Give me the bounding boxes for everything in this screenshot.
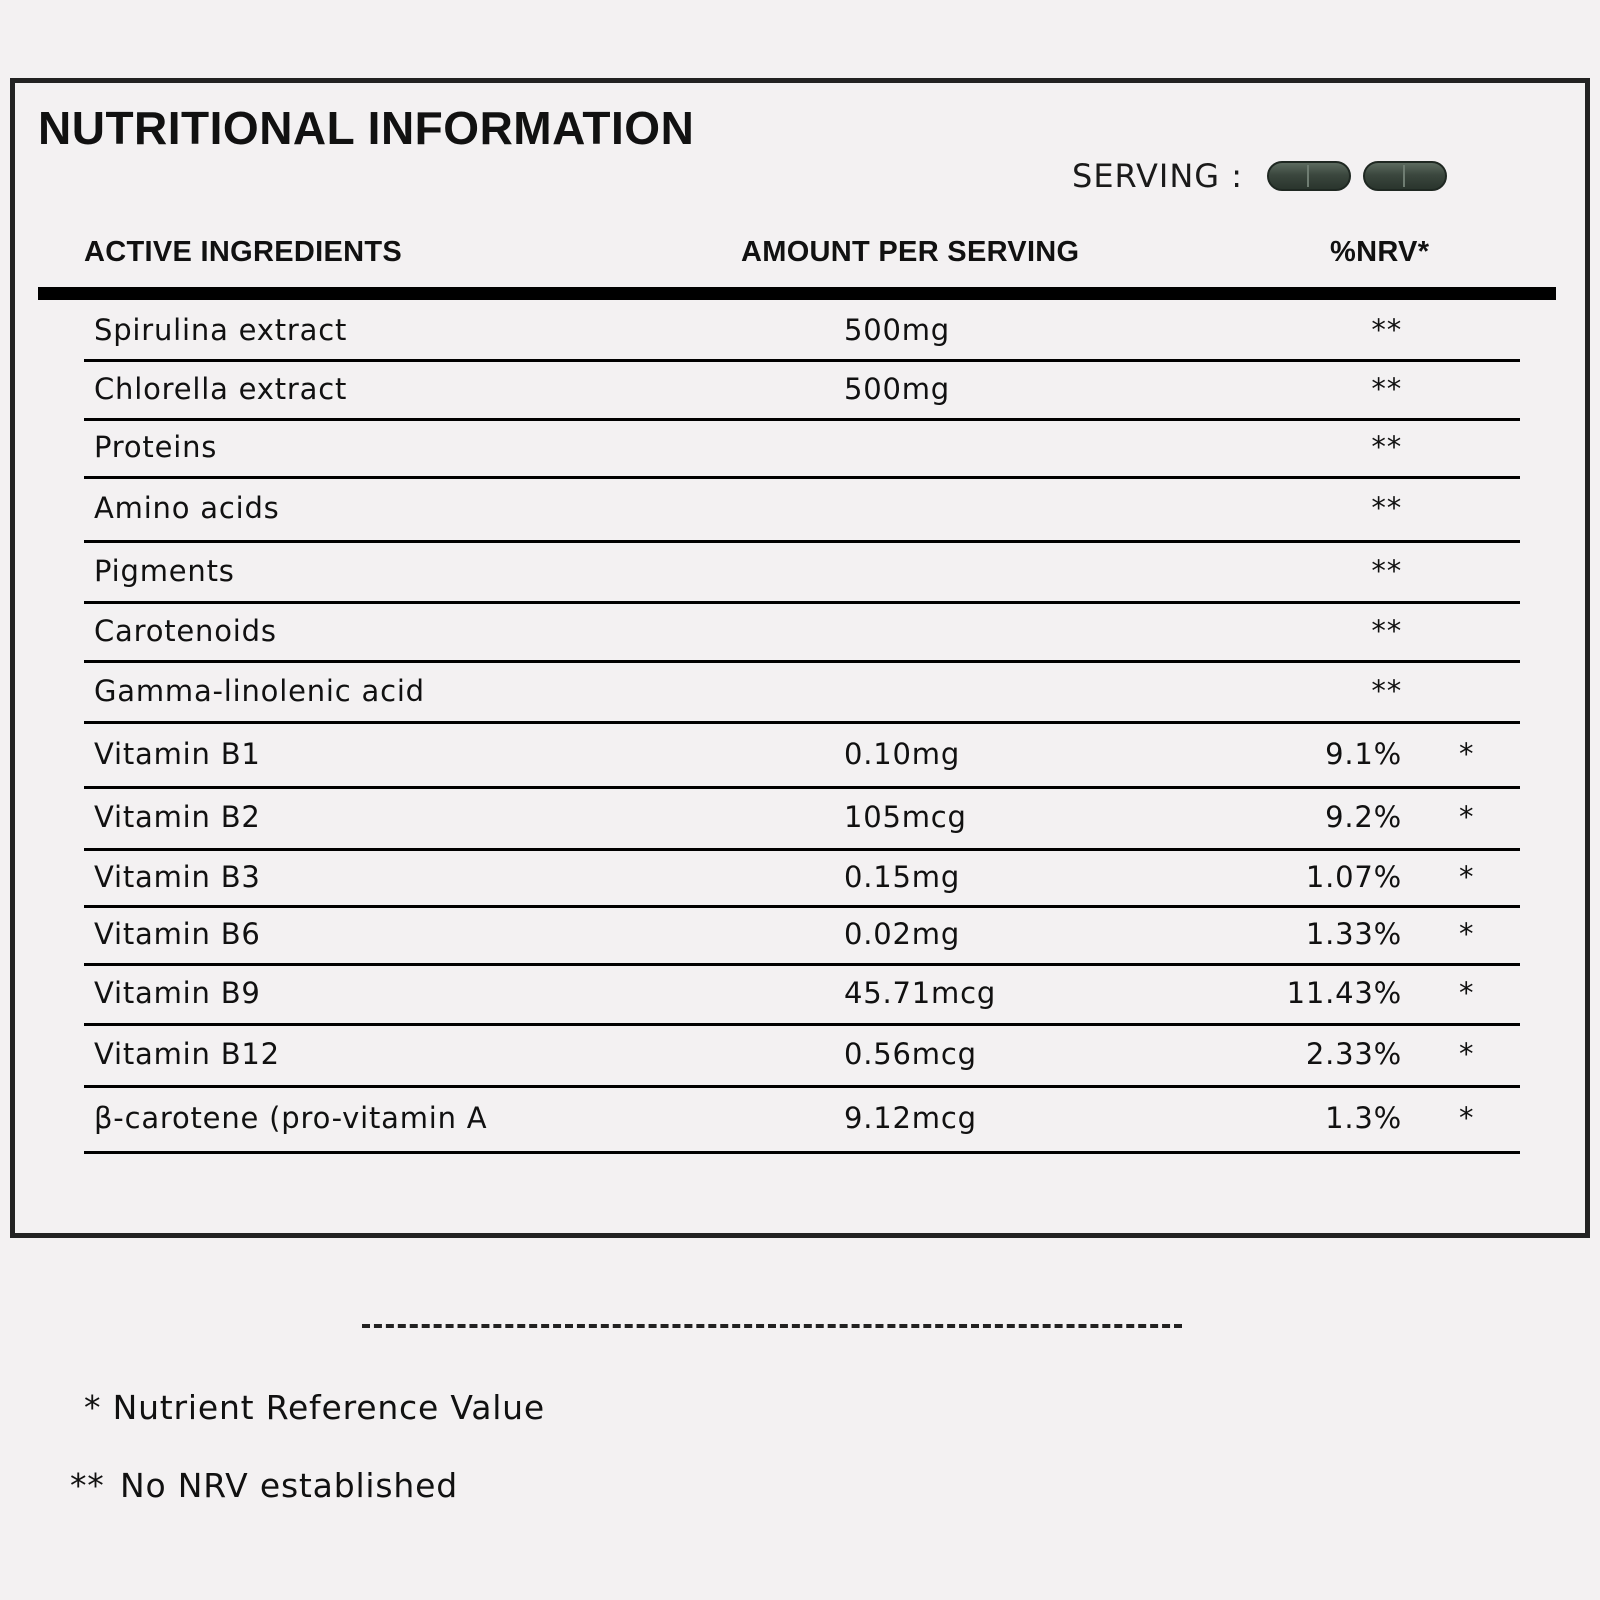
ingredient-name: Vitamin B6	[94, 917, 261, 951]
ingredient-name: Vitamin B3	[94, 860, 261, 894]
ingredient-nrv: 2.33%	[1305, 1037, 1402, 1071]
ingredient-nrv: **	[1371, 674, 1402, 708]
ingredient-nrv: 11.43%	[1286, 976, 1402, 1010]
serving-label: SERVING :	[1072, 157, 1244, 195]
table-row	[84, 1026, 1520, 1088]
serving-indicator	[1072, 150, 1447, 202]
ingredient-name: Vitamin B2	[94, 800, 261, 834]
footnote-nrv: * Nutrient Reference Value	[84, 1388, 545, 1427]
ingredient-nrv: 1.3%	[1325, 1101, 1402, 1135]
header-divider	[38, 287, 1556, 300]
ingredient-amount: 0.02mg	[844, 917, 961, 951]
ingredient-name: Amino acids	[94, 491, 280, 525]
ingredient-name: Chlorella extract	[94, 372, 348, 406]
table-row	[84, 479, 1520, 543]
ingredient-name: Vitamin B9	[94, 976, 261, 1010]
footnote-no-nrv-marker: **	[70, 1466, 105, 1505]
footnote-no-nrv: No NRV established	[120, 1466, 458, 1505]
table-row	[84, 966, 1520, 1026]
ingredient-nrv: **	[1371, 372, 1402, 406]
dashed-divider	[362, 1324, 1182, 1328]
table-row	[84, 362, 1520, 421]
capsule-icon	[1363, 161, 1447, 191]
ingredient-amount: 0.56mcg	[844, 1037, 977, 1071]
table-row	[84, 304, 1520, 362]
ingredient-name: Vitamin B1	[94, 737, 261, 771]
table-row	[84, 724, 1520, 789]
ingredient-nrv: 1.33%	[1305, 917, 1402, 951]
ingredient-name: Spirulina extract	[94, 313, 348, 347]
ingredient-name: Vitamin B12	[94, 1037, 280, 1071]
table-row	[84, 663, 1520, 724]
column-header-amount: AMOUNT PER SERVING	[741, 236, 1080, 268]
table-row	[84, 908, 1520, 966]
ingredient-amount: 105mcg	[844, 800, 967, 834]
ingredient-name: Pigments	[94, 554, 235, 588]
ingredient-nrv: **	[1371, 554, 1402, 588]
column-header-nrv: %NRV*	[1330, 236, 1430, 268]
nrv-marker: *	[1459, 800, 1475, 834]
nrv-marker: *	[1459, 976, 1475, 1010]
nrv-marker: *	[1459, 1101, 1475, 1135]
ingredient-nrv: 9.2%	[1325, 800, 1402, 834]
ingredient-amount: 500mg	[844, 313, 951, 347]
ingredient-name: β-carotene (pro-vitamin A	[94, 1101, 488, 1135]
ingredient-name: Proteins	[94, 430, 218, 464]
page-title: NUTRITIONAL INFORMATION	[38, 102, 695, 154]
nrv-marker: *	[1459, 860, 1475, 894]
ingredient-amount: 45.71mcg	[844, 976, 997, 1010]
nrv-marker: *	[1459, 917, 1475, 951]
ingredient-amount: 0.15mg	[844, 860, 961, 894]
table-row	[84, 604, 1520, 663]
nrv-marker: *	[1459, 1037, 1475, 1071]
table-row	[84, 789, 1520, 851]
ingredient-amount: 500mg	[844, 372, 951, 406]
table-row	[84, 1088, 1520, 1154]
table-row	[84, 421, 1520, 479]
ingredient-name: Gamma-linolenic acid	[94, 674, 425, 708]
ingredient-nrv: 1.07%	[1305, 860, 1402, 894]
ingredient-name: Carotenoids	[94, 614, 277, 648]
ingredient-nrv: **	[1371, 614, 1402, 648]
column-header-ingredients: ACTIVE INGREDIENTS	[84, 236, 402, 268]
nrv-marker: *	[1459, 737, 1475, 771]
capsule-icon	[1267, 161, 1351, 191]
ingredient-nrv: **	[1371, 491, 1402, 525]
ingredient-amount: 0.10mg	[844, 737, 961, 771]
table-row	[84, 543, 1520, 604]
table-row	[84, 851, 1520, 908]
ingredient-amount: 9.12mcg	[844, 1101, 977, 1135]
ingredient-nrv: **	[1371, 430, 1402, 464]
ingredient-nrv: 9.1%	[1325, 737, 1402, 771]
ingredient-nrv: **	[1371, 313, 1402, 347]
